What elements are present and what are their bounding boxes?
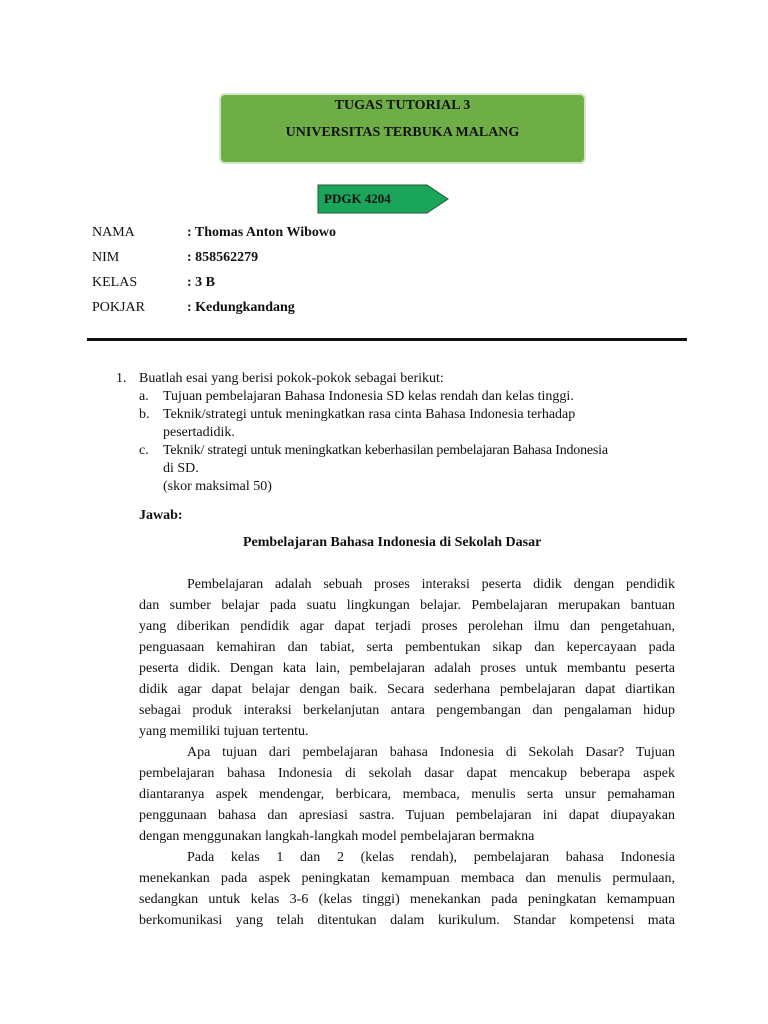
paragraph-3 <box>139 847 675 931</box>
paragraph-line: Pada kelas 1 dan 2 (kelas rendah), pembelajaran bahasa Indonesia <box>187 850 675 865</box>
paragraph-line: Apa tujuan dari pembelajaran bahasa Indonesia di Sekolah Dasar? Tujuan <box>187 745 675 760</box>
course-code: PDGK 4204 <box>324 191 391 206</box>
kelas-label: KELAS <box>92 275 138 290</box>
nim-value: : 858562279 <box>187 250 259 265</box>
paragraph-line: menekankan pada aspek peningkatan kemampuan membaca dan menulis permulaan, <box>139 871 675 886</box>
name-value: : Thomas Anton Wibowo <box>187 225 336 240</box>
item-c-text-2: di SD. <box>163 461 199 476</box>
item-a-text: Tujuan pembelajaran Bahasa Indonesia SD kelas rendah dan kelas tinggi. <box>163 389 574 404</box>
nim-label: NIM <box>92 250 120 265</box>
paragraph-line: sedangkan untuk kelas 3-6 (kelas tinggi) menekankan pada peningkatan kemampuan <box>139 892 675 907</box>
paragraph-line: peserta didik. Dengan kata lain, pembelajaran adalah proses untuk membantu peserta <box>139 661 675 676</box>
question-intro: Buatlah esai yang berisi pokok-pokok sebagai berikut: <box>139 371 444 386</box>
item-b-text-1: Teknik/strategi untuk meningkatkan rasa cinta Bahasa Indonesia terhadap <box>163 407 576 422</box>
divider-rule <box>87 338 687 341</box>
pokjar-value: : Kedungkandang <box>187 300 295 315</box>
paragraph-line: yang memiliki tujuan tertentu. <box>139 724 309 739</box>
paragraph-line: sebagai produk interaksi berkelanjutan antara pengembangan dan pengalaman hidup <box>139 703 675 718</box>
score-note: (skor maksimal 50) <box>163 479 272 494</box>
paragraph-line: penguasaan kemahiran dan tabiat, serta pembentukan sikap dan kepercayaan pada <box>139 640 675 655</box>
pokjar-label: POKJAR <box>92 300 145 315</box>
item-c-text-1: Teknik/ strategi untuk meningkatkan keberhasilan pembelajaran Bahasa Indonesia <box>163 443 608 458</box>
assignment-title: TUGAS TUTORIAL 3 <box>334 98 471 113</box>
university-name: UNIVERSITAS TERBUKA MALANG <box>285 125 520 140</box>
kelas-value: : 3 B <box>187 275 215 290</box>
paragraph-2 <box>139 742 675 847</box>
course-code-tag <box>317 184 449 214</box>
paragraph-line: diantaranya aspek mendengar, berbicara, membaca, menulis serta unsur pemahaman <box>139 787 675 802</box>
paragraph-line: didik agar dapat belajar dengan baik. Secara sederhana pembelajaran dapat diartikan <box>139 682 675 697</box>
header-box <box>221 95 584 162</box>
paragraph-1 <box>139 574 675 742</box>
paragraph-line: pembelajaran bahasa Indonesia di sekolah dasar dapat mencakup beberapa aspek <box>139 766 675 781</box>
answer-label: Jawab: <box>139 508 183 523</box>
paragraph-line: berkomunikasi yang telah ditentukan dalam kurikulum. Standar kompetensi mata <box>139 913 675 928</box>
paragraph-line: penggunaan bahasa dan apresiasi sastra. Tujuan pembelajaran ini dapat diupayakan <box>139 808 675 823</box>
name-label: NAMA <box>92 225 135 240</box>
item-c-marker: c. <box>139 443 149 458</box>
item-a-marker: a. <box>139 389 149 404</box>
essay-title: Pembelajaran Bahasa Indonesia di Sekolah Dasar <box>243 535 542 550</box>
paragraph-line: dan sumber belajar pada suatu lingkungan belajar. Pembelajaran merupakan bantuan <box>139 598 675 613</box>
item-b-marker: b. <box>139 407 150 422</box>
paragraph-line: Pembelajaran adalah sebuah proses interaksi peserta didik dengan pendidik <box>187 577 675 592</box>
item-b-text-2: pesertadidik. <box>163 425 235 440</box>
paragraph-line: dengan menggunakan langkah-langkah model pembelajaran bermakna <box>139 829 535 844</box>
paragraph-line: yang diberikan pendidik agar dapat terjadi proses perolehan ilmu dan pengetahuan, <box>139 619 675 634</box>
question-number: 1. <box>116 371 127 386</box>
